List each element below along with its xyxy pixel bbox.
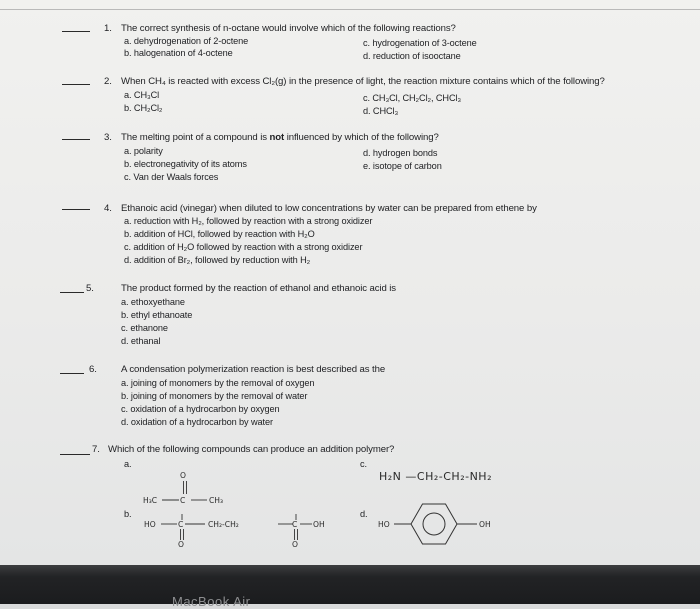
q7-label-d: d. (360, 509, 368, 519)
q5-text: The product formed by the reaction of ethanol and ethanoic acid is (121, 283, 396, 294)
q1-option-d: d. reduction of isooctane (363, 51, 461, 61)
b-group-left: HO (144, 520, 156, 529)
q6-number: 6. (89, 364, 97, 375)
q5-option-a: a. ethoxyethane (121, 297, 185, 307)
q5-number: 5. (86, 283, 94, 294)
q1-option-a: a. dehydrogenation of 2-octene (124, 36, 249, 46)
q3-number: 3. (104, 132, 112, 143)
q2-option-d: d. CHCl₃ (363, 106, 399, 116)
b-atom-o1: O (178, 540, 184, 549)
q5-option-c: c. ethanone (121, 323, 168, 333)
q2-option-c: c. CH₃Cl, CH₂Cl₂, CHCl₃ (363, 93, 462, 103)
d-group-right: OH (479, 520, 491, 529)
q3-option-d: d. hydrogen bonds (363, 148, 438, 158)
q7-label-a: a. (124, 459, 132, 469)
q3-option-a: a. polarity (124, 146, 163, 156)
b-atom-c2: C (292, 520, 298, 529)
q7-text: Which of the following compounds can produce an addition polymer? (108, 444, 395, 455)
q4-number: 4. (104, 203, 112, 214)
q4-option-a: a. reduction with H₂, followed by reaction with a strong oxidizer (124, 216, 373, 226)
q7-label-b: b. (124, 509, 132, 519)
q6-option-c: c. oxidation of a hydrocarbon by oxygen (121, 404, 280, 414)
q3-option-e: e. isotope of carbon (363, 161, 442, 171)
a-group-right: CH₃ (209, 496, 224, 505)
laptop-bezel (0, 565, 700, 604)
q6-text: A condensation polymerization reaction is best described as the (121, 364, 386, 375)
q3-option-c: c. Van der Waals forces (124, 172, 219, 182)
q4-option-c: c. addition of H₂O followed by reaction with a strong oxidizer (124, 242, 363, 252)
q7-number: 7. (92, 444, 100, 455)
q2-option-b: b. CH₂Cl₂ (124, 103, 163, 113)
q2-option-a: a. CH₃Cl (124, 90, 160, 100)
q6-option-a: a. joining of monomers by the removal of oxygen (121, 378, 315, 388)
q3-text-bold: not (269, 132, 285, 143)
a-group-left: H₃C (143, 496, 158, 505)
benzene-ring (411, 504, 457, 544)
q4-text: Ethanoic acid (vinegar) when diluted to low concentrations by water can be prepared from ethene by (121, 203, 537, 214)
q5-option-b: b. ethyl ethanoate (121, 310, 193, 320)
q2-number: 2. (104, 76, 112, 87)
laptop-brand-label: MacBook Air (172, 594, 251, 609)
q6-option-b: b. joining of monomers by the removal of water (121, 391, 308, 401)
benzene-aromatic-circle (423, 513, 445, 535)
q4-option-b: b. addition of HCl, followed by reaction with H₂O (124, 229, 315, 239)
a-atom-center: C (180, 496, 186, 505)
a-atom-o: O (180, 471, 186, 480)
b-atom-c1: C (178, 520, 184, 529)
q1-option-b: b. halogenation of 4-octene (124, 48, 233, 58)
q1-option-c: c. hydrogenation of 3-octene (363, 38, 477, 48)
b-group-middle: CH₂-CH₂ (208, 520, 239, 529)
q1-number: 1. (104, 23, 112, 34)
q6-option-d: d. oxidation of a hydrocarbon by water (121, 417, 273, 427)
b-group-right: OH (313, 520, 325, 529)
b-atom-o2: O (292, 540, 298, 549)
q1-text: The correct synthesis of n-octane would involve which of the following reactions? (121, 23, 456, 34)
q2-text: When CH₄ is reacted with excess Cl₂(g) in the presence of light, the reaction mixture contains which of the following? (121, 76, 605, 87)
c-formula: H₂N —CH₂-CH₂-NH₂ (379, 470, 492, 483)
q3-option-b: b. electronegativity of its atoms (124, 159, 247, 169)
q4-option-d: d. addition of Br₂, followed by reduction with H₂ (124, 255, 311, 265)
q3-text: The melting point of a compound is not influenced by which of the following? (121, 132, 439, 143)
d-group-left: HO (378, 520, 390, 529)
q5-option-d: d. ethanal (121, 336, 161, 346)
q7-label-c: c. (360, 459, 367, 469)
